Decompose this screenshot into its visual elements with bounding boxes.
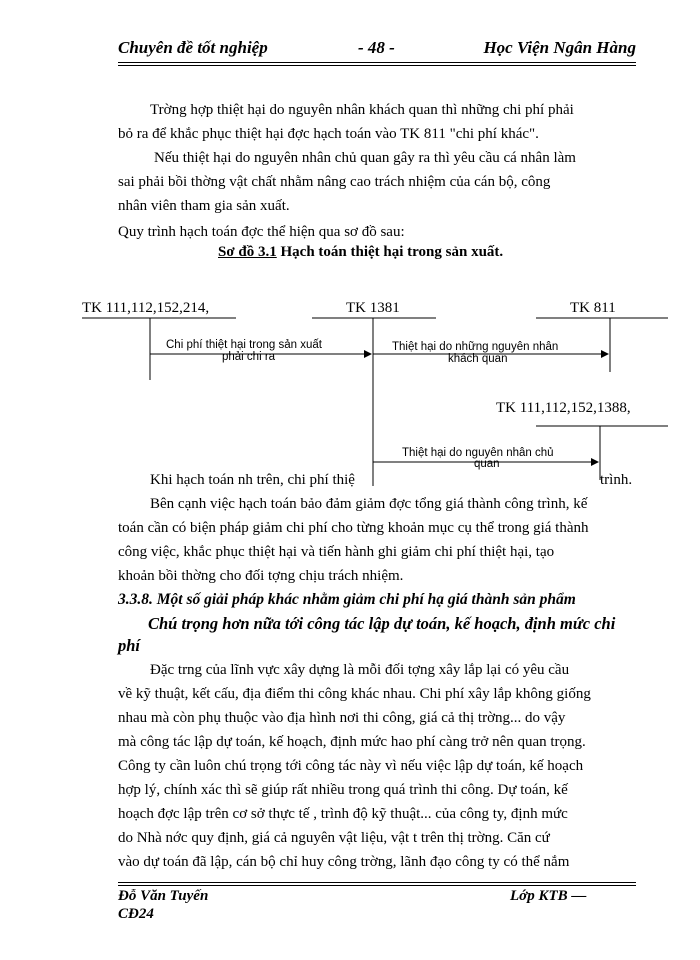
paragraph-line: toán cần có biện pháp giảm chi phí cho từng khoản mục cụ thể trong giá thành bbox=[118, 520, 589, 536]
paragraph-line: trình. bbox=[600, 472, 633, 488]
subsection-heading: Chú trọng hơn nữa tới công tác lập dự toán, kế hoạch, định mức chi bbox=[148, 614, 616, 633]
paragraph-line: vào dự toán đã lập, cán bộ chỉ huy công trờng, lãnh đạo công ty có thể nắm bbox=[118, 854, 570, 870]
footer-rule-2 bbox=[118, 885, 636, 886]
tk-811-label: TK 811 bbox=[570, 300, 616, 316]
tk-right2-label: TK 111,112,152,1388, bbox=[496, 400, 631, 416]
footer-class-code: CĐ24 bbox=[118, 906, 154, 922]
footer-rule bbox=[118, 882, 636, 883]
header-left: Chuyên đề tốt nghiệp bbox=[118, 38, 268, 57]
paragraph-line: do Nhà nớc quy định, giá cả nguyên vật liệu, vật t trên thị trờng. Căn cứ bbox=[118, 830, 550, 846]
paragraph-line: về kỹ thuật, kết cấu, địa điểm thi công khác nhau. Chi phí xây lắp không giống bbox=[118, 686, 591, 702]
paragraph-line: bỏ ra để khắc phục thiệt hại đợc hạch toán vào TK 811 "chi phí khác". bbox=[118, 126, 539, 142]
arrow1-label: Chi phí thiệt hại trong sản xuất bbox=[166, 339, 322, 351]
paragraph-line: Bên cạnh việc hạch toán bảo đảm giảm đợc tổng giá thành công trình, kế bbox=[150, 496, 588, 512]
footer-author: Đỗ Văn Tuyến bbox=[118, 888, 209, 904]
paragraph-line: mà công tác lập dự toán, kế hoạch, định mức hao phí càng trở nên quan trọng. bbox=[118, 734, 586, 750]
section-heading: 3.3.8. Một số giải pháp khác nhằm giảm chi phí hạ giá thành sản phẩm bbox=[118, 591, 576, 608]
paragraph-line: nhân viên tham gia sản xuất. bbox=[118, 198, 290, 214]
paragraph-line: Công ty cần luôn chú trọng tới công tác này vì nếu việc lập dự toán, kế hoạch bbox=[118, 758, 584, 774]
arrow1-label-2: phải chi ra bbox=[222, 351, 276, 363]
arrow3-label-2: quan bbox=[474, 458, 500, 470]
tk-1381-label: TK 1381 bbox=[346, 300, 400, 316]
paragraph-line: Quy trình hạch toán đợc thể hiện qua sơ đồ sau: bbox=[118, 224, 405, 240]
paragraph-line: Đặc trng của lĩnh vực xây dựng là mỗi đối tợng xây lắp lại có yêu cầu bbox=[150, 662, 570, 678]
paragraph-line: hoạch đợc lập trên cơ sở thực tế , trình độ kỹ thuật... của công ty, định mức bbox=[118, 806, 568, 822]
arrow3-label: Thiệt hại do nguyên nhân chủ bbox=[402, 447, 554, 459]
arrow2-label-2: khách quan bbox=[448, 353, 508, 365]
paragraph-line: sai phải bồi thờng vật chất nhằm nâng cao trách nhiệm của cán bộ, công bbox=[118, 174, 551, 190]
paragraph-line: khoản bồi thờng cho đối tợng chịu trách nhiệm. bbox=[118, 568, 404, 584]
paragraph-line: Khi hạch toán nh trên, chi phí thiệ bbox=[150, 472, 355, 488]
paragraph-line: nhau mà còn phụ thuộc vào địa hình nơi thi công, giá cả thị trờng... do vậy bbox=[118, 710, 566, 726]
subsection-heading-2: phí bbox=[118, 636, 141, 655]
header-right: Học Viện Ngân Hàng bbox=[483, 38, 636, 57]
tk-left-label: TK 111,112,152,214, bbox=[82, 300, 210, 316]
arrow2-label: Thiệt hại do những nguyên nhân bbox=[392, 341, 559, 353]
paragraph-line: hợp lý, chính xác thì sẽ giúp rất nhiều trong quá trình thi công. Dự toán, kế bbox=[118, 782, 568, 798]
page-number: - 48 - bbox=[358, 38, 395, 57]
figure-label: Sơ đồ 3.1 bbox=[218, 244, 277, 260]
figure-caption: Hạch toán thiệt hại trong sản xuất. bbox=[276, 244, 504, 260]
paragraph-line: Nếu thiệt hại do nguyên nhân chủ quan gây ra thì yêu cầu cá nhân làm bbox=[154, 150, 576, 166]
footer-class: Lớp KTB — bbox=[510, 888, 587, 904]
paragraph-line: công việc, khắc phục thiệt hại và tiến hành ghi giảm chi phí thiệt hại, tạo bbox=[118, 544, 555, 560]
paragraph-line: Trờng hợp thiệt hại do nguyên nhân khách quan thì những chi phí phải bbox=[150, 102, 574, 118]
